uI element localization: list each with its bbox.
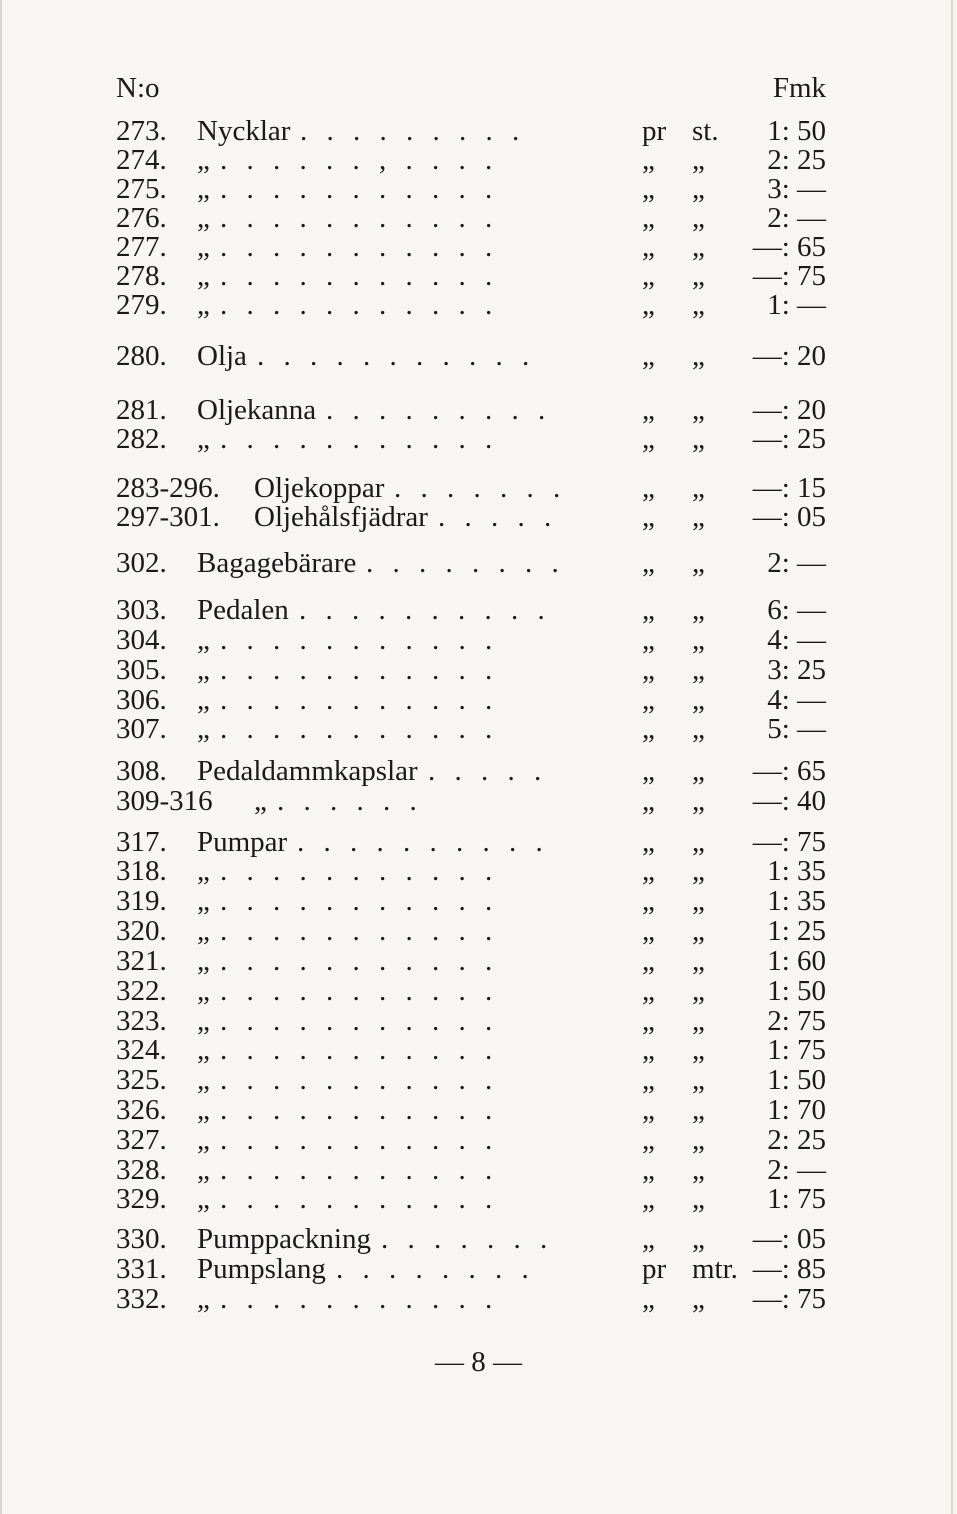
unit-prefix: „: [642, 547, 655, 579]
item-price: 1: 70: [767, 1094, 826, 1126]
item-name: Nycklar: [197, 115, 291, 147]
leader-dots: . . . . . . . .: [366, 547, 565, 579]
unit-suffix: „: [692, 394, 705, 426]
item-number: 327.: [116, 1124, 167, 1156]
price-row: [0, 784, 957, 818]
item-number: 329.: [116, 1183, 167, 1215]
unit-prefix: „: [642, 144, 655, 176]
item-price: 4: —: [767, 684, 826, 716]
unit-suffix: „: [692, 340, 705, 372]
item-name: „: [197, 1005, 210, 1037]
item-number: 297-301.: [116, 501, 220, 533]
unit-prefix: „: [642, 1034, 655, 1066]
item-name: „: [197, 975, 210, 1007]
item-price: 1: 50: [767, 975, 826, 1007]
item-number: 302.: [116, 547, 167, 579]
price-row: [0, 1033, 957, 1067]
item-number: 275.: [116, 173, 167, 205]
item-number: 309-316: [116, 785, 213, 817]
unit-prefix: „: [642, 289, 655, 321]
leader-dots: . . . . . . . . . . .: [220, 654, 499, 686]
price-row: [0, 914, 957, 948]
unit-suffix: „: [692, 1223, 705, 1255]
leader-dots: . . . . . . . . . . .: [220, 915, 499, 947]
price-row: [0, 339, 957, 373]
item-number: 325.: [116, 1064, 167, 1096]
item-name: „: [197, 1154, 210, 1186]
item-name: „: [197, 260, 210, 292]
item-number: 326.: [116, 1094, 167, 1126]
unit-suffix: „: [692, 1064, 705, 1096]
item-name: „: [197, 624, 210, 656]
leader-dots: . . . . . . . . . . .: [220, 423, 499, 455]
unit-prefix: „: [642, 624, 655, 656]
unit-suffix: „: [692, 173, 705, 205]
item-number: 279.: [116, 289, 167, 321]
item-name: „: [197, 423, 210, 455]
unit-suffix: „: [692, 785, 705, 817]
item-price: 3: —: [767, 173, 826, 205]
item-name: Pumppackning: [197, 1223, 371, 1255]
leader-dots: . . . . . . . . . .: [299, 594, 551, 626]
item-name: „: [197, 1283, 210, 1315]
item-price: 1: 75: [767, 1034, 826, 1066]
unit-suffix: „: [692, 654, 705, 686]
unit-prefix: „: [642, 594, 655, 626]
unit-suffix: „: [692, 855, 705, 887]
item-number: 282.: [116, 423, 167, 455]
item-name: Oljekoppar: [254, 472, 385, 504]
unit-prefix: „: [642, 945, 655, 977]
unit-suffix: „: [692, 755, 705, 787]
item-name: „: [197, 231, 210, 263]
item-price: —: 65: [752, 755, 826, 787]
unit-suffix: „: [692, 915, 705, 947]
item-price: 1: 75: [767, 1183, 826, 1215]
leader-dots: . . . . . . . . .: [300, 115, 526, 147]
unit-prefix: pr: [642, 1253, 667, 1285]
unit-prefix: „: [642, 173, 655, 205]
unit-suffix: st.: [692, 115, 719, 147]
item-name: „: [197, 1094, 210, 1126]
unit-prefix: „: [642, 915, 655, 947]
unit-prefix: „: [642, 855, 655, 887]
item-name: „: [197, 713, 210, 745]
price-row: [0, 1063, 957, 1097]
leader-dots: . . . . . . . . . . .: [220, 1154, 499, 1186]
unit-suffix: „: [692, 1283, 705, 1315]
leader-dots: . . . . . . . . . . .: [220, 1005, 499, 1037]
item-price: 1: 25: [767, 915, 826, 947]
item-price: 6: —: [767, 594, 826, 626]
item-name: Olja: [197, 340, 247, 372]
unit-suffix: „: [692, 1183, 705, 1215]
unit-prefix: „: [642, 785, 655, 817]
item-price: —: 05: [752, 501, 826, 533]
item-price: —: 15: [752, 472, 826, 504]
leader-dots: . . . . .: [428, 755, 548, 787]
item-price: 2: —: [767, 1154, 826, 1186]
unit-prefix: „: [642, 1283, 655, 1315]
unit-suffix: „: [692, 1154, 705, 1186]
item-price: 5: —: [767, 713, 826, 745]
item-number: 324.: [116, 1034, 167, 1066]
leader-dots: . . . . . . . . . . .: [220, 885, 499, 917]
item-number: 306.: [116, 684, 167, 716]
leader-dots: . . . . . . . . . . .: [257, 340, 536, 372]
item-name: Oljehålsfjädrar: [254, 501, 428, 533]
unit-prefix: „: [642, 340, 655, 372]
item-price: 1: 35: [767, 885, 826, 917]
price-row: [0, 1282, 957, 1316]
unit-prefix: „: [642, 885, 655, 917]
unit-prefix: „: [642, 1183, 655, 1215]
unit-suffix: „: [692, 1034, 705, 1066]
item-number: 303.: [116, 594, 167, 626]
unit-suffix: „: [692, 684, 705, 716]
leader-dots: . . . . . . . . . . .: [220, 1094, 499, 1126]
unit-suffix: „: [692, 472, 705, 504]
leader-dots: . . . . .: [438, 501, 558, 533]
leader-dots: . . . . . . . . . . .: [220, 975, 499, 1007]
unit-prefix: „: [642, 231, 655, 263]
unit-prefix: „: [642, 1154, 655, 1186]
price-row: [0, 1182, 957, 1216]
unit-suffix: „: [692, 713, 705, 745]
item-number: 319.: [116, 885, 167, 917]
unit-suffix: „: [692, 624, 705, 656]
item-number: 280.: [116, 340, 167, 372]
number-column-header: N:o: [116, 72, 160, 104]
item-name: „: [197, 915, 210, 947]
price-row: [0, 854, 957, 888]
item-name: „: [197, 289, 210, 321]
leader-dots: . . . . . . . . . . .: [220, 173, 499, 205]
unit-suffix: „: [692, 423, 705, 455]
price-row: [0, 1093, 957, 1127]
item-price: 1: 35: [767, 855, 826, 887]
unit-suffix: „: [692, 289, 705, 321]
item-number: 330.: [116, 1223, 167, 1255]
leader-dots: . . . . . . . . . . .: [220, 1034, 499, 1066]
price-row: [0, 653, 957, 687]
leader-dots: . . . . . .: [277, 785, 423, 817]
item-name: Pumpar: [197, 826, 288, 858]
price-row: [0, 754, 957, 788]
item-number: 323.: [116, 1005, 167, 1037]
item-price: 2: —: [767, 547, 826, 579]
item-number: 328.: [116, 1154, 167, 1186]
unit-suffix: „: [692, 1124, 705, 1156]
leader-dots: . . . . . . . . . . .: [220, 713, 499, 745]
item-price: —: 65: [752, 231, 826, 263]
unit-prefix: „: [642, 1124, 655, 1156]
price-row: [0, 546, 957, 580]
unit-prefix: „: [642, 684, 655, 716]
item-number: 332.: [116, 1283, 167, 1315]
unit-suffix: „: [692, 975, 705, 1007]
item-name: Bagagebärare: [197, 547, 357, 579]
leader-dots: . . . . . . . . . .: [297, 826, 549, 858]
item-price: —: 75: [752, 1283, 826, 1315]
price-row: [0, 593, 957, 627]
leader-dots: . . . . . . . . . . .: [220, 289, 499, 321]
leader-dots: . . . . . . .: [394, 472, 567, 504]
unit-prefix: „: [642, 975, 655, 1007]
item-price: 2: —: [767, 202, 826, 234]
currency-column-header: Fmk: [772, 72, 826, 104]
item-number: 321.: [116, 945, 167, 977]
item-price: 2: 75: [767, 1005, 826, 1037]
item-name: „: [197, 144, 210, 176]
unit-suffix: „: [692, 231, 705, 263]
item-price: —: 25: [752, 423, 826, 455]
item-price: 2: 25: [767, 1124, 826, 1156]
leader-dots: . . . . . . . . .: [326, 394, 552, 426]
leader-dots: . . . . . . . . . . .: [220, 1283, 499, 1315]
item-name: „: [197, 202, 210, 234]
price-row: [0, 884, 957, 918]
item-number: 277.: [116, 231, 167, 263]
item-price: 3: 25: [767, 654, 826, 686]
item-number: 283-296.: [116, 472, 220, 504]
item-name: „: [197, 1064, 210, 1096]
item-name: „: [197, 885, 210, 917]
unit-prefix: „: [642, 1064, 655, 1096]
item-number: 305.: [116, 654, 167, 686]
unit-suffix: „: [692, 826, 705, 858]
leader-dots: . . . . . . .: [381, 1223, 554, 1255]
item-price: 1: 60: [767, 945, 826, 977]
unit-suffix: „: [692, 1094, 705, 1126]
unit-prefix: pr: [642, 115, 667, 147]
item-name: „: [197, 855, 210, 887]
item-name: „: [197, 1124, 210, 1156]
item-number: 320.: [116, 915, 167, 947]
item-number: 281.: [116, 394, 167, 426]
leader-dots: . . . . . . . .: [336, 1253, 535, 1285]
item-name: „: [197, 684, 210, 716]
item-price: —: 85: [752, 1253, 826, 1285]
price-row: [0, 623, 957, 657]
unit-suffix: „: [692, 202, 705, 234]
unit-suffix: mtr.: [692, 1253, 738, 1285]
leader-dots: . . . . . . . . . . .: [220, 945, 499, 977]
item-number: 331.: [116, 1253, 167, 1285]
leader-dots: . . . . . . . . . . .: [220, 231, 499, 263]
item-name: „: [197, 945, 210, 977]
price-row: [0, 500, 957, 534]
unit-prefix: „: [642, 1005, 655, 1037]
unit-prefix: „: [642, 1094, 655, 1126]
unit-prefix: „: [642, 826, 655, 858]
unit-suffix: „: [692, 260, 705, 292]
item-name: „: [197, 1034, 210, 1066]
item-price: 1: —: [767, 289, 826, 321]
item-number: 317.: [116, 826, 167, 858]
leader-dots: . . . . . . , . . . .: [220, 144, 499, 176]
unit-prefix: „: [642, 755, 655, 787]
page-number: — 8 —: [435, 1346, 522, 1378]
price-row: [0, 422, 957, 456]
item-price: 2: 25: [767, 144, 826, 176]
price-row: [0, 944, 957, 978]
leader-dots: . . . . . . . . . . .: [220, 1064, 499, 1096]
unit-prefix: „: [642, 202, 655, 234]
item-price: 1: 50: [767, 115, 826, 147]
price-row: [0, 1123, 957, 1157]
item-number: 308.: [116, 755, 167, 787]
unit-prefix: „: [642, 713, 655, 745]
item-number: 318.: [116, 855, 167, 887]
unit-suffix: „: [692, 885, 705, 917]
item-number: 276.: [116, 202, 167, 234]
price-row: [0, 1222, 957, 1256]
price-row: [0, 1252, 957, 1286]
item-price: 4: —: [767, 624, 826, 656]
item-price: —: 40: [752, 785, 826, 817]
unit-prefix: „: [642, 654, 655, 686]
unit-suffix: „: [692, 945, 705, 977]
leader-dots: . . . . . . . . . . .: [220, 1124, 499, 1156]
item-number: 304.: [116, 624, 167, 656]
unit-suffix: „: [692, 547, 705, 579]
item-price: —: 20: [752, 340, 826, 372]
item-name: „: [254, 785, 267, 817]
price-row: [0, 974, 957, 1008]
leader-dots: . . . . . . . . . . .: [220, 260, 499, 292]
item-name: Pedalen: [197, 594, 289, 626]
leader-dots: . . . . . . . . . . .: [220, 1183, 499, 1215]
item-price: —: 75: [752, 826, 826, 858]
item-price: —: 20: [752, 394, 826, 426]
unit-prefix: „: [642, 394, 655, 426]
unit-suffix: „: [692, 501, 705, 533]
price-row: [0, 712, 957, 746]
item-name: Pumpslang: [197, 1253, 326, 1285]
unit-prefix: „: [642, 501, 655, 533]
unit-suffix: „: [692, 1005, 705, 1037]
item-number: 273.: [116, 115, 167, 147]
leader-dots: . . . . . . . . . . .: [220, 624, 499, 656]
unit-prefix: „: [642, 472, 655, 504]
item-name: Pedaldammkapslar: [197, 755, 418, 787]
unit-prefix: „: [642, 1223, 655, 1255]
unit-prefix: „: [642, 260, 655, 292]
item-number: 278.: [116, 260, 167, 292]
item-price: —: 05: [752, 1223, 826, 1255]
leader-dots: . . . . . . . . . . .: [220, 202, 499, 234]
item-name: „: [197, 654, 210, 686]
price-row: [0, 288, 957, 322]
item-number: 322.: [116, 975, 167, 1007]
item-name: „: [197, 1183, 210, 1215]
item-number: 274.: [116, 144, 167, 176]
item-price: 1: 50: [767, 1064, 826, 1096]
item-name: „: [197, 173, 210, 205]
leader-dots: . . . . . . . . . . .: [220, 855, 499, 887]
item-name: Oljekanna: [197, 394, 317, 426]
leader-dots: . . . . . . . . . . .: [220, 684, 499, 716]
unit-suffix: „: [692, 594, 705, 626]
unit-prefix: „: [642, 423, 655, 455]
item-number: 307.: [116, 713, 167, 745]
unit-suffix: „: [692, 144, 705, 176]
item-price: —: 75: [752, 260, 826, 292]
